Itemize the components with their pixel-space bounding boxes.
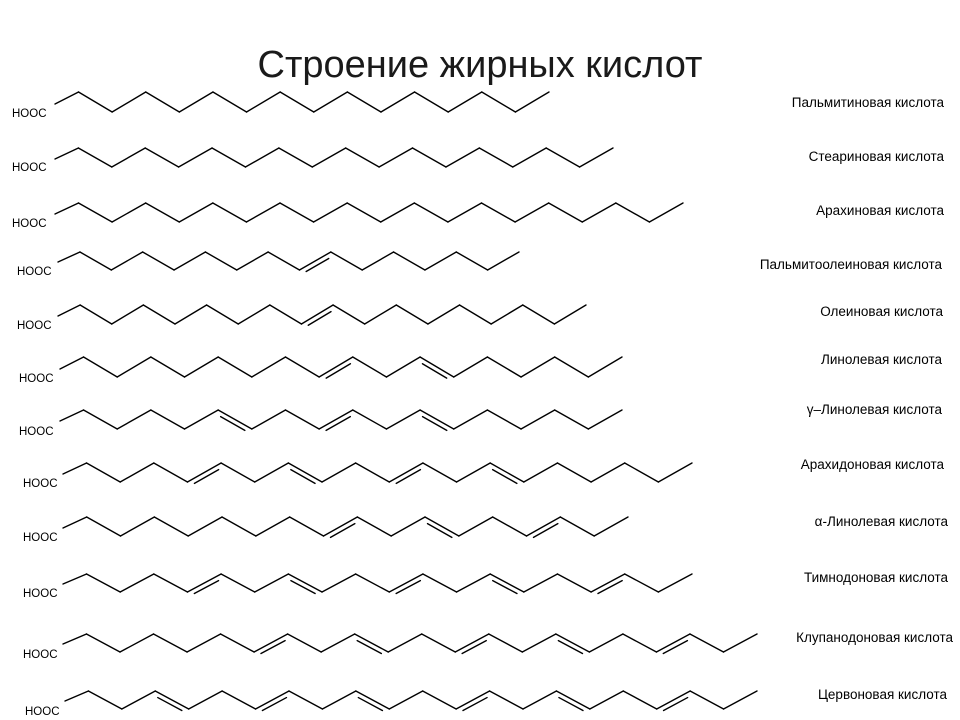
- carboxyl-group-label: HOOC: [19, 373, 54, 385]
- carbon-chain: [65, 691, 757, 711]
- single-bond: [625, 574, 659, 592]
- single-bond: [448, 92, 482, 112]
- single-bond: [488, 252, 519, 270]
- single-bond: [146, 203, 180, 222]
- single-bond: [353, 410, 387, 429]
- fatty-acid-row: [17, 304, 943, 332]
- single-bond: [222, 517, 256, 536]
- single-bond: [690, 691, 723, 709]
- single-bond: [84, 410, 118, 429]
- single-bond: [454, 357, 488, 377]
- acid-name: γ–Линолевая кислота: [806, 402, 942, 417]
- single-bond: [423, 574, 457, 592]
- single-bond: [255, 574, 289, 592]
- fatty-acid-row: [23, 514, 948, 544]
- single-bond: [555, 410, 589, 429]
- single-bond: [79, 203, 113, 222]
- single-bond: [557, 463, 591, 482]
- acid-name: Цервоновая кислота: [817, 687, 947, 702]
- single-bond: [63, 463, 87, 474]
- carbon-chain: [60, 410, 622, 430]
- single-bond: [493, 517, 527, 536]
- single-bond: [247, 92, 281, 112]
- acid-name: Олеиновая кислота: [820, 304, 943, 319]
- single-bond: [428, 305, 460, 324]
- single-bond: [482, 203, 516, 222]
- acid-name: Линолевая кислота: [820, 352, 942, 367]
- acid-name: Стеариновая кислота: [808, 149, 944, 164]
- single-bond: [594, 517, 628, 536]
- double-bond: [456, 691, 489, 709]
- double-bond: [420, 410, 454, 429]
- single-bond: [175, 305, 207, 324]
- single-bond: [213, 203, 247, 222]
- single-bond: [487, 357, 521, 377]
- single-bond: [154, 517, 188, 536]
- carboxyl-group-label: HOOC: [23, 478, 58, 490]
- single-bond: [154, 634, 188, 652]
- single-bond: [268, 252, 299, 270]
- single-bond: [120, 463, 154, 482]
- single-bond: [185, 410, 219, 429]
- single-bond: [422, 634, 456, 652]
- single-bond: [151, 410, 185, 429]
- single-bond: [63, 574, 87, 584]
- single-bond: [554, 305, 586, 324]
- slide-title: Строение жирных кислот: [257, 44, 703, 86]
- single-bond: [521, 357, 555, 377]
- single-bond: [146, 92, 180, 112]
- single-bond: [362, 252, 393, 270]
- double-bond: [556, 634, 590, 652]
- single-bond: [188, 517, 222, 536]
- single-bond: [252, 410, 286, 429]
- single-bond: [549, 203, 583, 222]
- single-bond: [482, 92, 516, 112]
- single-bond: [120, 574, 154, 592]
- single-bond: [218, 357, 252, 377]
- single-bond: [221, 634, 255, 652]
- single-bond: [289, 691, 322, 709]
- double-bond: [301, 305, 333, 324]
- single-bond: [365, 305, 397, 324]
- single-bond: [65, 691, 88, 701]
- single-bond: [213, 92, 247, 112]
- double-bond: [420, 357, 454, 377]
- single-bond: [456, 252, 487, 270]
- single-bond: [237, 252, 268, 270]
- carbon-chain: [58, 252, 519, 271]
- single-bond: [280, 203, 314, 222]
- single-bond: [111, 252, 142, 270]
- single-bond: [87, 517, 121, 536]
- single-bond: [290, 517, 324, 536]
- single-bond: [381, 203, 415, 222]
- single-bond: [347, 203, 381, 222]
- single-bond: [120, 634, 154, 652]
- single-bond: [63, 634, 86, 644]
- double-bond: [155, 691, 188, 709]
- single-bond: [396, 305, 428, 324]
- single-bond: [245, 148, 278, 167]
- single-bond: [414, 203, 448, 222]
- single-bond: [690, 634, 724, 652]
- acid-name: Арахиновая кислота: [816, 203, 944, 218]
- carbon-chain: [63, 634, 757, 654]
- single-bond: [513, 148, 546, 167]
- fatty-acid-row: [19, 402, 942, 438]
- single-bond: [515, 203, 549, 222]
- carbon-chain: [63, 517, 628, 537]
- single-bond: [112, 203, 146, 222]
- single-bond: [557, 574, 591, 592]
- acid-name: α-Линолевая кислота: [814, 514, 948, 529]
- single-bond: [658, 574, 692, 592]
- single-bond: [80, 305, 112, 324]
- single-bond: [58, 252, 80, 262]
- single-bond: [112, 305, 144, 324]
- double-bond: [389, 574, 423, 592]
- acid-name: Пальмитиновая кислота: [791, 95, 944, 110]
- single-bond: [314, 203, 348, 222]
- single-bond: [724, 691, 757, 709]
- single-bond: [623, 634, 657, 652]
- fatty-acid-row: [23, 630, 953, 661]
- fatty-acid-row: [19, 352, 942, 385]
- double-bond: [288, 574, 322, 592]
- double-bond: [319, 357, 353, 377]
- single-bond: [87, 463, 121, 482]
- single-bond: [151, 357, 185, 377]
- single-bond: [80, 252, 111, 270]
- single-bond: [546, 148, 579, 167]
- single-bond: [78, 148, 111, 167]
- single-bond: [63, 517, 87, 528]
- single-bond: [117, 410, 151, 429]
- carboxyl-group-label: HOOC: [12, 218, 47, 230]
- single-bond: [79, 92, 113, 112]
- single-bond: [246, 203, 280, 222]
- single-bond: [321, 634, 355, 652]
- single-bond: [312, 148, 345, 167]
- carbon-chain: [55, 92, 549, 112]
- single-bond: [379, 148, 412, 167]
- single-bond: [221, 574, 255, 592]
- single-bond: [117, 357, 151, 377]
- single-bond: [590, 691, 623, 709]
- single-bond: [391, 517, 425, 536]
- double-bond: [556, 691, 589, 709]
- single-bond: [279, 148, 312, 167]
- single-bond: [60, 357, 84, 369]
- carbon-chain: [58, 305, 586, 325]
- single-bond: [723, 634, 757, 652]
- double-bond: [288, 463, 322, 482]
- single-bond: [212, 148, 245, 167]
- double-bond: [527, 517, 561, 536]
- acid-name: Пальмитоолеиновая кислота: [759, 257, 942, 272]
- single-bond: [280, 92, 314, 112]
- single-bond: [86, 634, 120, 652]
- single-bond: [394, 252, 425, 270]
- double-bond: [455, 634, 489, 652]
- single-bond: [121, 517, 155, 536]
- single-bond: [524, 574, 558, 592]
- single-bond: [207, 305, 239, 324]
- fatty-acid-row: [25, 687, 947, 718]
- single-bond: [256, 517, 290, 536]
- carboxyl-group-label: HOOC: [23, 532, 58, 544]
- single-bond: [187, 634, 221, 652]
- double-bond: [299, 252, 330, 270]
- single-bond: [322, 574, 356, 592]
- single-bond: [238, 305, 270, 324]
- single-bond: [154, 574, 188, 592]
- single-bond: [454, 410, 488, 429]
- carboxyl-group-label: HOOC: [19, 426, 54, 438]
- carbon-chain: [60, 357, 622, 378]
- double-bond: [324, 517, 358, 536]
- single-bond: [285, 357, 319, 377]
- double-bond: [218, 410, 252, 429]
- single-bond: [58, 305, 80, 316]
- double-bond: [356, 691, 389, 709]
- single-bond: [386, 357, 420, 377]
- double-bond: [254, 634, 288, 652]
- single-bond: [112, 148, 145, 167]
- single-bond: [523, 691, 556, 709]
- single-bond: [413, 148, 446, 167]
- single-bond: [252, 357, 286, 377]
- double-bond: [490, 463, 524, 482]
- carboxyl-group-label: HOOC: [25, 706, 60, 718]
- double-bond: [319, 410, 353, 429]
- acid-name: Тимнодоновая кислота: [803, 570, 948, 585]
- double-bond: [425, 517, 459, 536]
- single-bond: [60, 410, 84, 421]
- carboxyl-group-label: HOOC: [17, 266, 52, 278]
- single-bond: [205, 252, 236, 270]
- single-bond: [591, 463, 625, 482]
- fatty-acid-row: [23, 570, 948, 600]
- single-bond: [555, 357, 589, 377]
- single-bond: [322, 691, 355, 709]
- single-bond: [222, 691, 255, 709]
- single-bond: [356, 574, 390, 592]
- single-bond: [356, 463, 390, 482]
- single-bond: [491, 305, 523, 324]
- single-bond: [649, 203, 683, 222]
- acid-name: Клупанодоновая кислота: [796, 630, 953, 645]
- carboxyl-group-label: HOOC: [12, 108, 47, 120]
- single-bond: [347, 92, 381, 112]
- single-bond: [523, 305, 555, 324]
- single-bond: [459, 517, 493, 536]
- acid-name: Арахидоновая кислота: [800, 457, 944, 472]
- single-bond: [588, 357, 622, 377]
- carboxyl-group-label: HOOC: [23, 649, 58, 661]
- fatty-acid-row: [12, 148, 944, 174]
- double-bond: [656, 634, 690, 652]
- single-bond: [333, 305, 365, 324]
- single-bond: [55, 92, 79, 104]
- single-bond: [524, 463, 558, 482]
- single-bond: [479, 148, 512, 167]
- single-bond: [623, 691, 656, 709]
- carbon-chain: [63, 574, 692, 594]
- single-bond: [658, 463, 692, 482]
- single-bond: [88, 691, 121, 709]
- single-bond: [580, 148, 613, 167]
- single-bond: [487, 410, 521, 429]
- carbon-chain: [55, 148, 613, 167]
- single-bond: [221, 463, 255, 482]
- single-bond: [457, 574, 491, 592]
- single-bond: [357, 517, 391, 536]
- double-bond: [657, 691, 690, 709]
- single-bond: [425, 252, 456, 270]
- single-bond: [174, 252, 205, 270]
- fatty-acid-row: [12, 203, 944, 230]
- single-bond: [285, 410, 319, 429]
- single-bond: [446, 148, 479, 167]
- single-bond: [388, 634, 422, 652]
- single-bond: [582, 203, 616, 222]
- single-bond: [423, 691, 456, 709]
- single-bond: [386, 410, 420, 429]
- single-bond: [625, 463, 659, 482]
- single-bond: [490, 691, 523, 709]
- single-bond: [179, 148, 212, 167]
- single-bond: [588, 410, 622, 429]
- single-bond: [179, 203, 213, 222]
- carboxyl-group-label: HOOC: [17, 320, 52, 332]
- single-bond: [489, 634, 523, 652]
- single-bond: [560, 517, 594, 536]
- single-bond: [112, 92, 146, 112]
- single-bond: [145, 148, 178, 167]
- fatty-acid-row: [23, 457, 944, 490]
- single-bond: [522, 634, 556, 652]
- single-bond: [143, 305, 175, 324]
- double-bond: [187, 574, 221, 592]
- double-bond: [389, 463, 423, 482]
- carbon-chain: [55, 203, 683, 222]
- double-bond: [591, 574, 625, 592]
- single-bond: [423, 463, 457, 482]
- single-bond: [381, 92, 415, 112]
- single-bond: [346, 148, 379, 167]
- single-bond: [457, 463, 491, 482]
- carboxyl-group-label: HOOC: [12, 162, 47, 174]
- single-bond: [185, 357, 219, 377]
- single-bond: [55, 203, 79, 214]
- single-bond: [288, 634, 322, 652]
- single-bond: [179, 92, 213, 112]
- single-bond: [55, 148, 78, 159]
- single-bond: [448, 203, 482, 222]
- single-bond: [322, 463, 356, 482]
- single-bond: [255, 463, 289, 482]
- single-bond: [353, 357, 387, 377]
- single-bond: [331, 252, 362, 270]
- single-bond: [143, 252, 174, 270]
- carboxyl-group-label: HOOC: [23, 588, 58, 600]
- single-bond: [589, 634, 623, 652]
- single-bond: [154, 463, 188, 482]
- double-bond: [256, 691, 289, 709]
- single-bond: [84, 357, 118, 377]
- single-bond: [189, 691, 222, 709]
- single-bond: [87, 574, 121, 592]
- double-bond: [187, 463, 221, 482]
- double-bond: [490, 574, 524, 592]
- single-bond: [389, 691, 422, 709]
- single-bond: [415, 92, 449, 112]
- single-bond: [521, 410, 555, 429]
- single-bond: [515, 92, 549, 112]
- single-bond: [270, 305, 302, 324]
- single-bond: [314, 92, 348, 112]
- single-bond: [460, 305, 492, 324]
- single-bond: [122, 691, 155, 709]
- double-bond: [355, 634, 389, 652]
- fatty-acid-row: [12, 92, 944, 120]
- fatty-acid-row: [17, 252, 942, 278]
- fatty-acid-list: [12, 92, 953, 718]
- carbon-chain: [63, 463, 692, 483]
- single-bond: [616, 203, 650, 222]
